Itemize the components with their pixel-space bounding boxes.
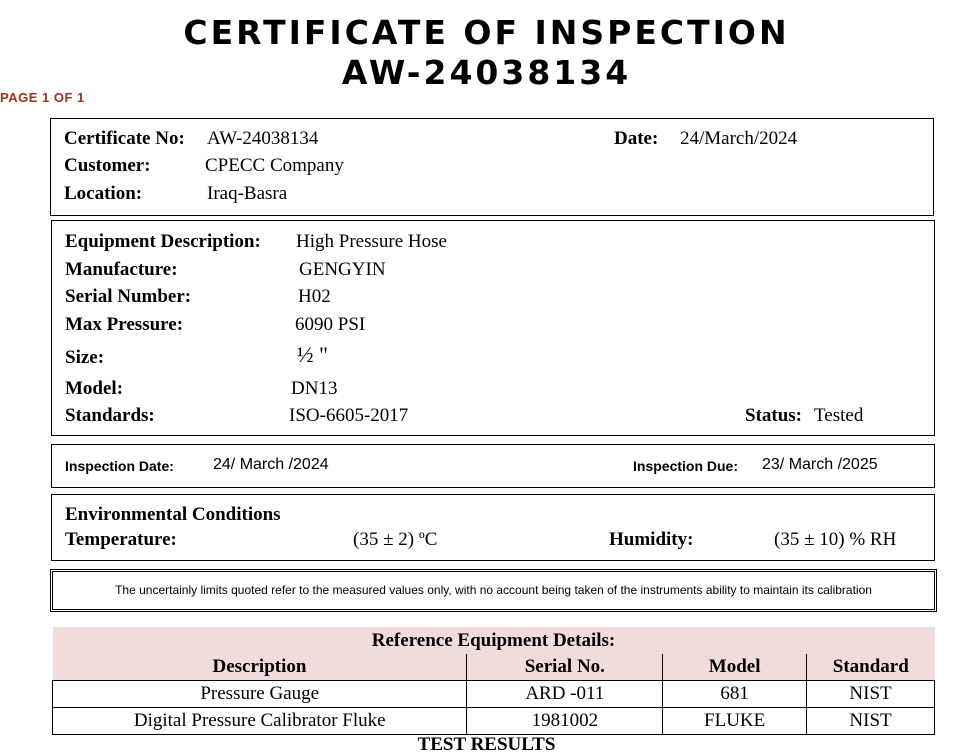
table-row	[53, 681, 935, 708]
size-label: Size:	[65, 347, 105, 368]
table-cell: Pressure Gauge	[53, 681, 467, 708]
humidity-value: (35 ± 10) % RH	[774, 529, 897, 550]
environment-box	[51, 494, 935, 561]
table-cell: 681	[663, 681, 807, 708]
equipment-description-value: High Pressure Hose	[296, 231, 447, 252]
column-header: Serial No.	[467, 654, 663, 681]
temperature-label: Temperature:	[65, 529, 177, 550]
customer-value: CPECC Company	[205, 155, 344, 176]
test-results-heading: TEST RESULTS	[417, 734, 556, 755]
location-value: Iraq-Basra	[207, 183, 288, 204]
max-pressure-label: Max Pressure:	[65, 314, 184, 335]
inspection-dates-box	[51, 444, 935, 488]
cert-no-label: Certificate No:	[64, 128, 185, 149]
table-cell: NIST	[807, 681, 935, 708]
manufacture-label: Manufacture:	[65, 259, 178, 280]
table-cell: 1981002	[467, 708, 663, 735]
column-header: Model	[663, 654, 807, 681]
humidity-label: Humidity:	[609, 529, 694, 550]
inspection-date-label: Inspection Date:	[65, 458, 174, 474]
serial-number-label: Serial Number:	[65, 286, 192, 307]
table-cell: ARD -011	[467, 681, 663, 708]
size-value: ½ "	[297, 342, 328, 367]
manufacture-value: GENGYIN	[299, 259, 386, 280]
table-cell: FLUKE	[663, 708, 807, 735]
equipment-description-label: Equipment Description:	[65, 231, 261, 252]
model-label: Model:	[65, 378, 124, 399]
equipment-box	[51, 220, 935, 436]
column-header: Standard	[807, 654, 935, 681]
status-value: Tested	[814, 405, 864, 426]
inspection-due-label: Inspection Due:	[633, 458, 739, 474]
status-label: Status:	[745, 405, 803, 426]
serial-number-value: H02	[298, 286, 331, 307]
page-indicator: PAGE 1 OF 1	[0, 90, 85, 105]
table-row	[53, 708, 935, 735]
reference-title-row	[53, 627, 935, 654]
uncertainty-note: The uncertainly limits quoted refer to the measured values only, with no account being taken of the instruments ability to maintain its calibration	[50, 569, 937, 612]
table-cell: Digital Pressure Calibrator Fluke	[53, 708, 467, 735]
date-value: 24/March/2024	[680, 128, 798, 149]
table-cell: NIST	[807, 708, 935, 735]
certificate-number-heading: AW-24038134	[341, 53, 632, 92]
certificate-title: CERTIFICATE OF INSPECTION	[183, 13, 790, 52]
cert-no-value: AW-24038134	[207, 128, 319, 149]
inspection-due-value: 23/ March /2025	[762, 456, 878, 473]
location-label: Location:	[64, 183, 143, 204]
environment-title: Environmental Conditions	[65, 504, 281, 525]
customer-label: Customer:	[64, 155, 151, 176]
inspection-date-value: 24/ March /2024	[213, 456, 329, 473]
date-label: Date:	[614, 128, 659, 149]
certificate-info-box	[50, 118, 934, 216]
reference-equipment-table	[52, 627, 935, 735]
max-pressure-value: 6090 PSI	[295, 314, 366, 335]
standards-value: ISO-6605-2017	[289, 405, 409, 426]
reference-title: Reference Equipment Details:	[53, 627, 935, 654]
standards-label: Standards:	[65, 405, 155, 426]
temperature-value: (35 ± 2) ºC	[353, 529, 438, 550]
model-value: DN13	[291, 378, 338, 399]
reference-header-row	[53, 654, 935, 681]
column-header: Description	[53, 654, 467, 681]
